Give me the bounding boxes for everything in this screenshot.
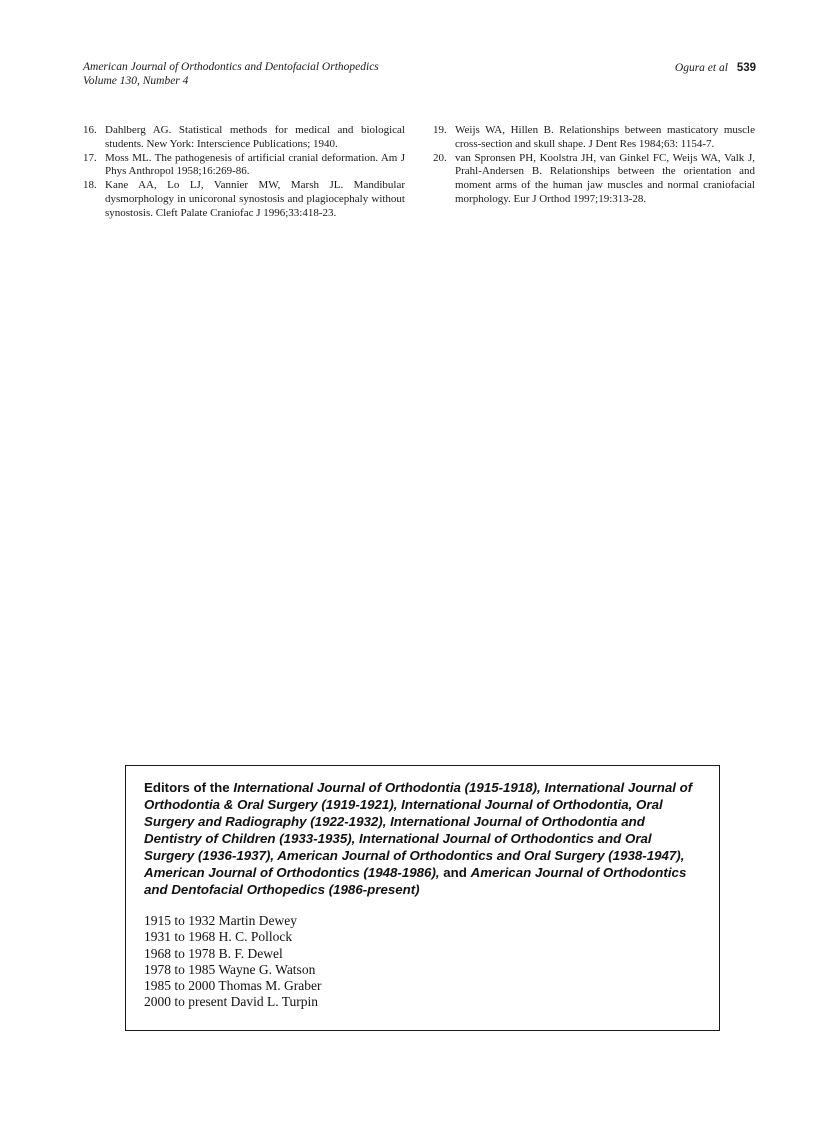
reference-item [83, 124, 405, 152]
reference-number: 17. [83, 151, 97, 164]
editor-row: 1968 to 1978 B. F. Dewel [144, 945, 283, 961]
references-section [83, 124, 756, 221]
references-left-column [83, 124, 405, 221]
editor-row: 1985 to 2000 Thomas M. Graber [144, 978, 322, 994]
running-authors: Ogura et al [674, 62, 728, 74]
editor-row: 2000 to present David L. Turpin [144, 994, 318, 1010]
running-head-right [675, 60, 756, 75]
reference-item [433, 152, 755, 207]
editors-intro-connector: and [443, 865, 471, 880]
reference-number: 18. [83, 179, 97, 192]
editor-row: 1978 to 1985 Wayne G. Watson [144, 961, 316, 977]
volume-info: Volume 130, Number 4 [83, 75, 189, 87]
editors-intro-journal-titles: International Journal of Orthodontia (1915-1918), International Journal of Orthodontia & Oral Surgery (1919-1921), International Journal of Orthodontia, Oral Surgery and Radiography (1922-1932), International Journal of Orthodontia and Dentistry of Children (1933-1935), International Journal of Orthodontics and Oral Surgery (1936-1937), American Journal of Orthodontics and Oral Surgery (1938-1947), American Journal of Orthodontics (1948-1986), [144, 780, 693, 880]
reference-number: 20. [433, 151, 447, 164]
editor-row: 1915 to 1932 Martin Dewey [144, 913, 297, 928]
reference-item [83, 179, 405, 220]
running-head-left [83, 60, 379, 88]
reference-text: Weijs WA, Hillen B. Relationships between masticatory muscle cross-section and skull shape. J Dent Res 1984;63: 1154-7. [455, 124, 755, 150]
page-number: 539 [736, 62, 756, 74]
editors-intro [144, 779, 701, 898]
reference-text: Kane AA, Lo LJ, Vannier MW, Marsh JL. Mandibular dysmorphology in unicoronal synostosis and plagiocephaly without synostosis. Cleft Palate Craniofac J 1996;33:418-23. [105, 179, 405, 219]
reference-text: van Spronsen PH, Koolstra JH, van Ginkel FC, Weijs WA, Valk J, Prahl-Andersen B. Relationships between the orientation and moment arms of the human jaw muscles and normal craniofacial morphology. Eur J Orthod 1997;19:313-28. [455, 151, 755, 205]
editor-row: 1931 to 1968 H. C. Pollock [144, 929, 293, 945]
reference-item [433, 124, 755, 152]
reference-number: 19. [433, 124, 447, 136]
journal-title: American Journal of Orthodontics and Dentofacial Orthopedics [83, 61, 379, 73]
editors-intro-lead: Editors of the [144, 780, 234, 795]
editors-intro-current-title: American Journal of Orthodontics and Dentofacial Orthopedics (1986-present) [144, 865, 687, 897]
reference-text: Moss ML. The pathogenesis of artificial cranial deformation. Am J Phys Anthropol 1958;16:269-86. [105, 151, 405, 178]
reference-number: 16. [83, 124, 97, 136]
reference-text: Dahlberg AG. Statistical methods for medical and biological students. New York: Interscience Publications; 1940. [105, 124, 405, 150]
page-header [83, 60, 756, 88]
editors-box [125, 765, 720, 1031]
references-right-column [433, 124, 755, 221]
editors-list [144, 913, 701, 1011]
reference-item [83, 152, 405, 180]
